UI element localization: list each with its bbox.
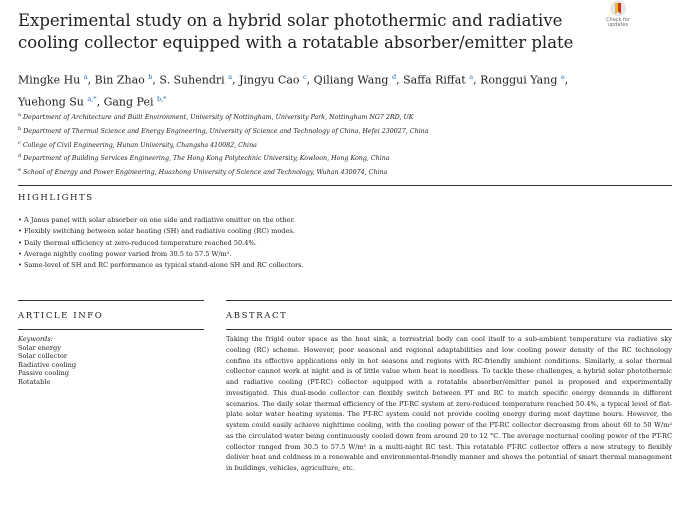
bullet-icon: • (18, 227, 24, 236)
divider (18, 185, 672, 186)
affiliation-item (18, 124, 618, 138)
affiliation-list (18, 110, 618, 179)
keywords-label: Keywords: (18, 335, 53, 343)
affiliation-item (18, 165, 618, 179)
author-affiliation-marker[interactable]: a (83, 73, 88, 81)
highlight-text: Average nightly cooling power varied from 30.5 to 57.5 W/m². (24, 249, 232, 258)
bullet-icon: • (18, 261, 24, 270)
highlights-heading: HIGHLIGHTS (18, 193, 94, 203)
bullet-icon: • (18, 216, 24, 224)
keyword-item: Solar collector (18, 352, 68, 361)
keyword-item: Passive cooling (18, 369, 69, 378)
affiliation-text: Department of Architecture and Built Environment, University of Nottingham, University Park, Nottingham NG7 2RD, UK (20, 114, 414, 122)
badge-label: Check for updates (606, 17, 630, 28)
author-name[interactable]: S. Suhendri (159, 73, 225, 87)
author-affiliation-marker[interactable]: b,* (156, 94, 167, 103)
divider (226, 329, 672, 330)
affiliation-marker: d (18, 153, 22, 160)
keyword-item: Radiative cooling (18, 360, 77, 369)
author-name[interactable]: Bin Zhao (94, 73, 145, 87)
paper-title: Experimental study on a hybrid solar photothermic and radiative cooling collector equipped with a rotatable absorber/emitter plate (18, 11, 574, 52)
author-name[interactable]: Saffa Riffat (403, 73, 466, 87)
keyword-item: Rotatable (18, 377, 51, 386)
bullet-icon: • (18, 238, 24, 247)
author-name[interactable]: Yuehong Su (18, 95, 84, 109)
author-affiliation-marker[interactable]: a,* (87, 94, 97, 103)
bookmark-icon (609, 0, 627, 17)
highlight-text: Daily thermal efficiency at zero-reduced temperature reached 50.4%. (24, 238, 257, 247)
highlight-text: A Janus panel with solar absorber on one side and radiative emitter on the other. (24, 216, 296, 224)
affiliation-text: College of Civil Engineering, Hunan University, Changsha 410082, China (20, 141, 257, 149)
author-name[interactable]: Gang Pei (103, 95, 154, 109)
highlight-item (18, 215, 658, 226)
divider (18, 300, 204, 301)
affiliation-marker: a (18, 112, 21, 118)
author-affiliation-marker[interactable]: c (303, 73, 307, 81)
highlight-text: Same-level of SH and RC performance as typical stand-alone SH and RC collectors. (24, 261, 304, 270)
affiliation-marker: e (18, 167, 21, 174)
highlight-item (18, 238, 658, 249)
author-name[interactable]: Mingke Hu (18, 73, 81, 87)
affiliation-text: School of Energy and Power Engineering, Huazhong University of Science and Technology, Wuhan 430074, China (20, 169, 388, 177)
author-affiliation-marker[interactable]: b (148, 73, 153, 81)
highlights-list (18, 215, 658, 271)
affiliation-item (18, 110, 618, 124)
author-name[interactable]: Ronggui Yang (480, 73, 558, 87)
highlight-item (18, 249, 658, 260)
keywords-block (18, 335, 198, 387)
divider (226, 300, 672, 301)
affiliation-item (18, 138, 618, 152)
divider (18, 329, 204, 330)
abstract-heading: ABSTRACT (226, 311, 288, 321)
bullet-icon: • (18, 249, 24, 258)
highlight-item (18, 226, 658, 237)
author-affiliation-marker[interactable]: e (560, 73, 565, 81)
author-name[interactable]: Jingyu Cao (239, 73, 300, 87)
author-affiliation-marker[interactable]: d (391, 73, 397, 81)
highlight-item (18, 260, 658, 271)
author-affiliation-marker[interactable]: a (228, 73, 233, 81)
keyword-item: Solar energy (18, 343, 61, 352)
article-info-heading: ARTICLE INFO (18, 311, 104, 321)
highlight-text: Flexibly switching between solar heating (SH) and radiative cooling (RC) modes. (24, 227, 295, 236)
affiliation-marker: b (18, 125, 22, 132)
author-list: Mingke Hu $^a$, Bin Zhao $^b$, S. Suhendri $^a$, Jingyu Cao $^c$, Qiliang Wang $^d$, Saffa Riffat $^a$, Ronggui Yang $^e$, Yuehong Su $^{a,*}$, Gang Pei $^{b,*}$ (18, 73, 569, 109)
check-for-updates-badge[interactable] (603, 0, 633, 30)
affiliation-item (18, 151, 618, 165)
author-affiliation-marker[interactable]: a (469, 73, 474, 81)
affiliation-text: Department of Building Services Engineering, The Hong Kong Polytechnic University, Kowloon, Hong Kong, China (21, 155, 390, 163)
affiliation-marker: c (18, 139, 21, 146)
affiliation-text: Department of Thermal Science and Energy Engineering, University of Science and Technology of China, Hefei 230027, China (21, 127, 429, 135)
abstract-text: Taking the frigid outer space as the heat sink, a terrestrial body can cool itself to a sub-ambient temperature via radiative sky cooling (RC) scheme. However, poor seasonal and regional adaptabilities and low cooling power density of the RC technology confine its effective applications only in hot seasons and regions with RC-friendly ambient conditions. Similarly, a solar thermal collector cannot work at night and is of little value when heat is needless. To tackle these challenges, a hybrid solar photothermic and radiative cooling (PT-RC) collector equipped with a rotatable absorber/emitter panel is proposed and experimentally investigated. This dual-mode collector can flexibly switch between PT and RC to match specific energy demands in different scenarios. The daily solar thermal efficiency of the PT-RC system at zero-reduced temperature reached 50.4%, a typical level of flat-plate solar water heating systems. The PT-RC system could not provide cooling energy during most daytime hours. However, the system could easily achieve nighttime cooling, with the cooling power of the PT-RC collector decreasing from about 60 to 50 W/m² as the circulated water being continuously cooled down from around 20 to 12 °C. The average nocturnal cooling power of the PT-RC collector ranged from 30.5 to 57.5 W/m² in a multi-night RC test. This rotatable PT-RC collector offers a new strategy to flexibly deliver heat and coldness in a renewable and environmental-friendly manner and shows the potential of smart thermal management in buildings, vehicles, agriculture, etc. (226, 335, 672, 472)
author-name[interactable]: Qiliang Wang (313, 73, 389, 87)
